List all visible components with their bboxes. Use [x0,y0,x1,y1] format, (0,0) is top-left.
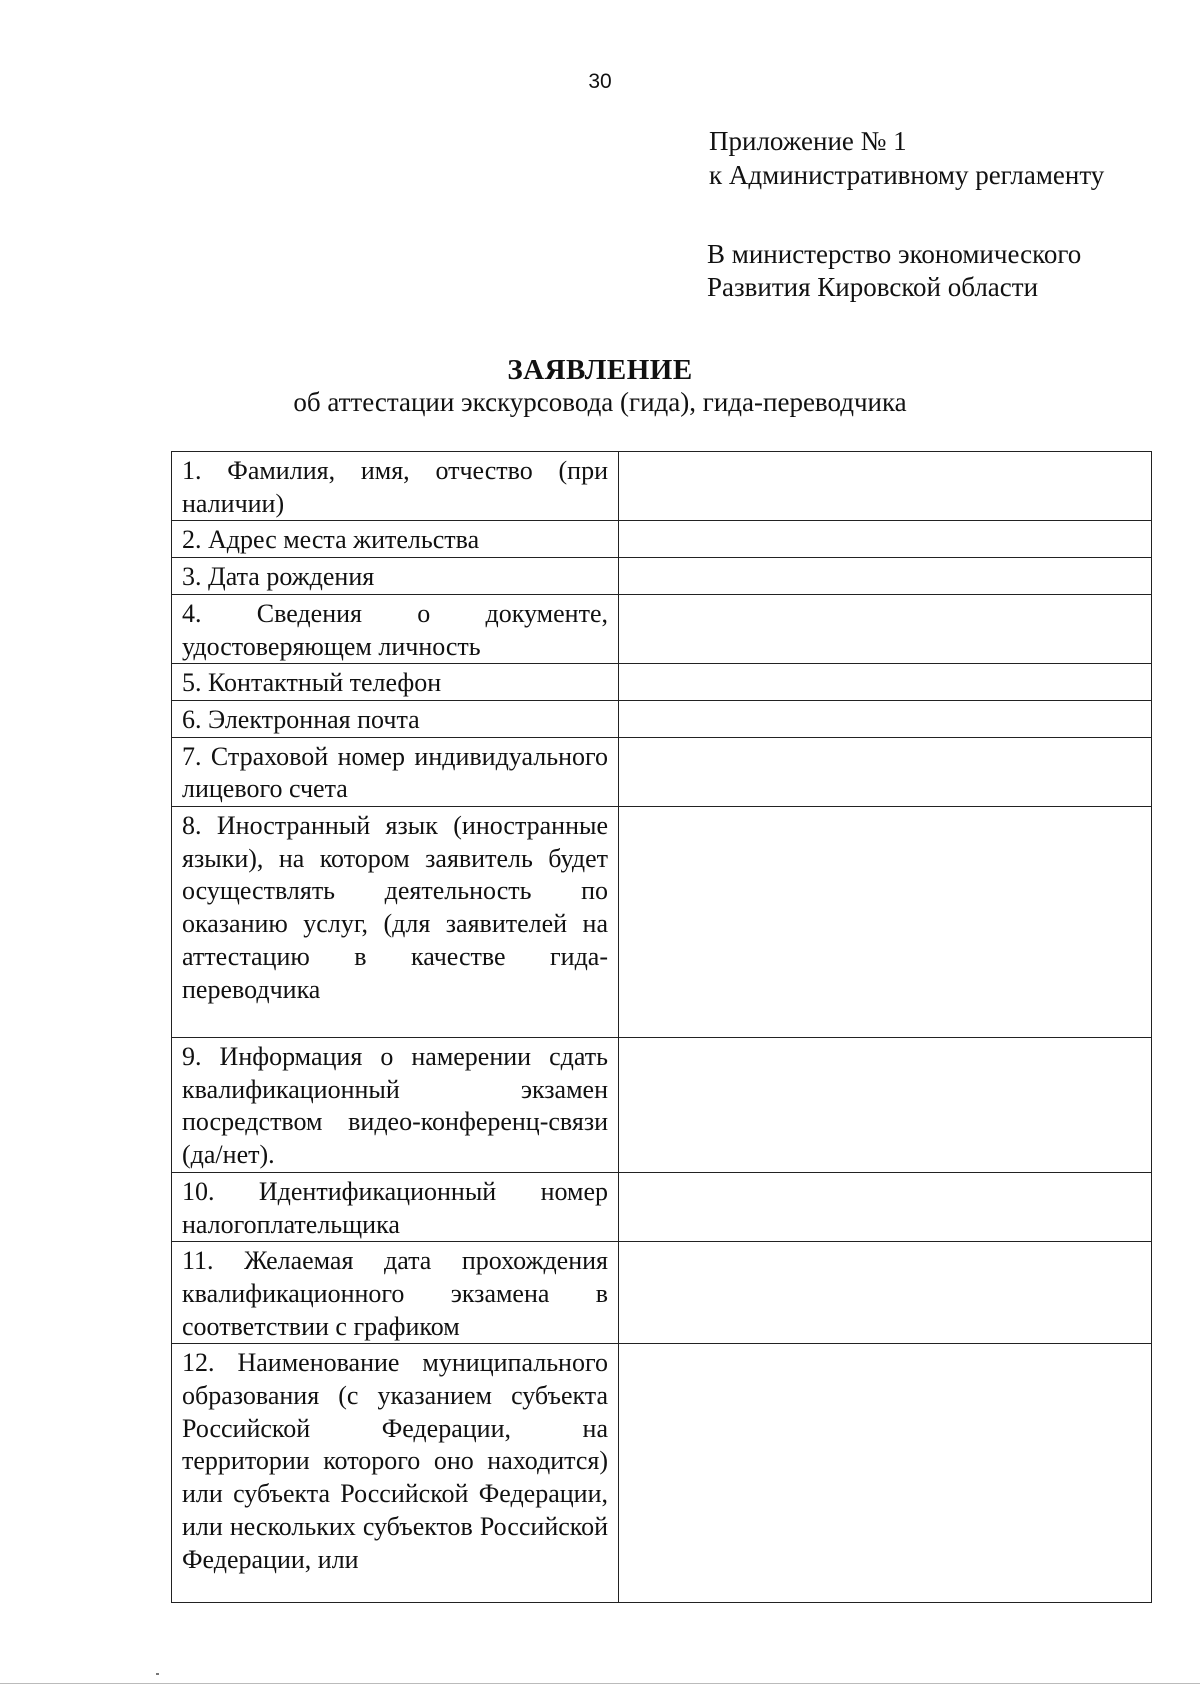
table-row [172,807,1152,1038]
page-bottom-edge [0,1683,1200,1684]
field-value-municipality[interactable] [619,1344,1152,1603]
field-label-exam-date: 11. Желаемая дата прохождения квалификационного экзамена в соответствии с графиком [172,1242,619,1344]
appendix-line-1: Приложение № 1 [709,126,907,156]
scan-artifact [156,1673,159,1675]
table-row [172,1038,1152,1173]
field-value-foreign-language[interactable] [619,807,1152,1038]
field-value-phone[interactable] [619,664,1152,701]
document-title: ЗАЯВЛЕНИЕ [507,354,693,386]
field-label-video-exam: 9. Информация о намерении сдать квалификационный экзамен посредством видео-конференц-связи (да/нет). [172,1038,619,1173]
page-number: 30 [588,70,612,93]
field-value-birth-date[interactable] [619,558,1152,595]
recipient-block [707,238,1081,304]
field-label-municipality: 12. Наименование муниципального образования (с указанием субъекта Российской Федерации, на территории которого оно находится) или субъекта Российской Федерации, или нескольких субъектов Российской Федерации, или [172,1344,619,1603]
field-label-identity-document: 4. Сведения о документе, удостоверяющем личность [172,594,619,663]
field-value-address[interactable] [619,521,1152,558]
field-label-full-name: 1. Фамилия, имя, отчество (при наличии) [172,452,619,521]
field-label-address: 2. Адрес места жительства [172,521,619,558]
table-row [172,452,1152,521]
field-value-full-name[interactable] [619,452,1152,521]
field-label-email: 6. Электронная почта [172,700,619,737]
field-label-birth-date: 3. Дата рождения [172,558,619,595]
document-subtitle: об аттестации экскурсовода (гида), гида-переводчика [293,387,907,417]
table-row [172,664,1152,701]
field-label-phone: 5. Контактный телефон [172,664,619,701]
field-value-exam-date[interactable] [619,1242,1152,1344]
table-row [172,1242,1152,1344]
field-label-foreign-language: 8. Иностранный язык (иностранные языки), на котором заявитель будет осуществлять деятельность по оказанию услуг, (для заявителей на аттестацию в качестве гида-переводчика [172,807,619,1038]
table-row [172,558,1152,595]
field-value-email[interactable] [619,700,1152,737]
table-row [172,700,1152,737]
field-label-snils: 7. Страховой номер индивидуального лицевого счета [172,737,619,806]
appendix-line-2: к Административному регламенту [709,160,1105,190]
field-value-video-exam[interactable] [619,1038,1152,1173]
appendix-reference [709,124,1104,192]
table-row [172,1344,1152,1603]
application-form-table [171,451,1152,1603]
recipient-line-1: В министерство экономического [707,239,1082,269]
field-value-inn[interactable] [619,1172,1152,1241]
field-label-inn: 10. Идентификационный номер налогоплательщика [172,1172,619,1241]
field-value-identity-document[interactable] [619,594,1152,663]
table-row [172,594,1152,663]
table-row [172,737,1152,806]
field-value-snils[interactable] [619,737,1152,806]
table-row [172,521,1152,558]
table-row [172,1172,1152,1241]
recipient-line-2: Развития Кировской области [707,272,1039,302]
